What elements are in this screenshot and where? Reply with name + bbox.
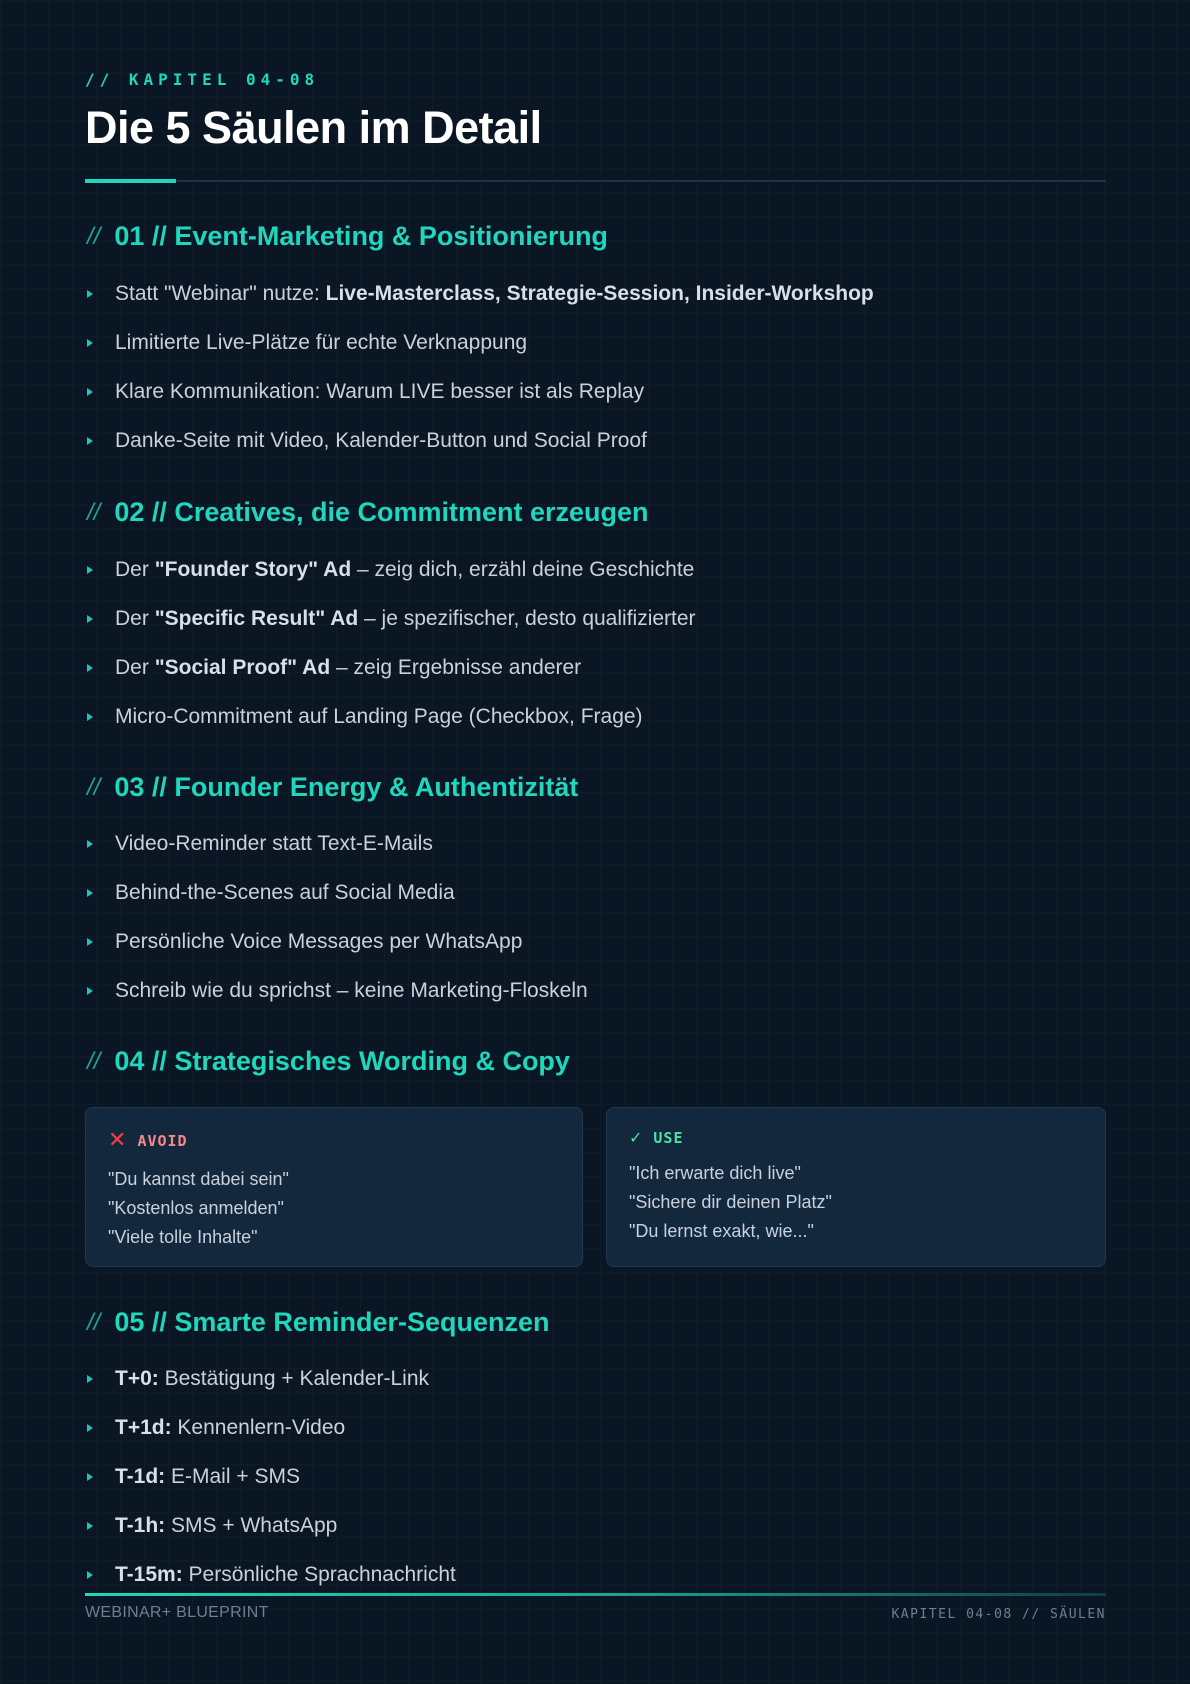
section-title: 05 // Smarte Reminder-Sequenzen	[114, 1307, 550, 1337]
section-prefix: //	[87, 498, 101, 526]
emphasis-text: "Specific Result" Ad	[154, 607, 359, 630]
bullet-list-03	[85, 832, 588, 1028]
bullet-triangle-icon	[87, 290, 93, 298]
emphasis-text: T-1d:	[115, 1465, 166, 1488]
bullet-triangle-icon	[87, 339, 93, 347]
bullet-triangle-icon	[87, 388, 93, 396]
list-item	[85, 705, 696, 754]
bullet-triangle-icon	[87, 1522, 93, 1530]
list-item-text: Der	[115, 656, 155, 679]
bullet-triangle-icon	[87, 840, 93, 848]
list-item-text: Bestätigung + Kalender-Link	[158, 1367, 430, 1390]
section-heading-05	[85, 1307, 549, 1338]
list-item	[85, 930, 588, 979]
list-item-text: Kennenlern-Video	[171, 1416, 346, 1439]
avoid-label: AVOID	[137, 1131, 188, 1150]
page-title: Die 5 Säulen im Detail	[85, 102, 542, 153]
section-prefix: //	[87, 222, 101, 250]
use-label: USE	[653, 1128, 684, 1147]
section-title: 03 // Founder Energy & Authentizität	[114, 772, 579, 802]
avoid-phrase: "Du kannst dabei sein"	[108, 1169, 289, 1189]
list-item-text: Statt "Webinar" nutze:	[115, 282, 326, 305]
list-item	[85, 656, 696, 705]
list-item	[85, 1514, 456, 1563]
emphasis-text: T+1d:	[115, 1416, 172, 1439]
list-item-text: Der	[115, 607, 155, 630]
list-item-text: Behind-the-Scenes auf Social Media	[115, 881, 455, 904]
chapter-kicker: // KAPITEL 04-08	[85, 70, 320, 89]
bullet-triangle-icon	[87, 889, 93, 897]
section-title: 01 // Event-Marketing & Positionierung	[114, 221, 608, 251]
section-prefix: //	[87, 1308, 101, 1336]
emphasis-text: "Founder Story" Ad	[154, 558, 352, 581]
title-divider-accent	[85, 179, 176, 183]
list-item-text: Klare Kommunikation: Warum LIVE besser ist als Replay	[115, 380, 645, 403]
section-heading-01	[85, 221, 608, 252]
emphasis-text: Live-Masterclass, Strategie-Session, Insider-Workshop	[325, 282, 874, 305]
footer-chapter: KAPITEL 04-08 // SÄULEN	[891, 1607, 1106, 1622]
list-item-text: Micro-Commitment auf Landing Page (Checkbox, Frage)	[115, 705, 643, 728]
list-item-text: – je spezifischer, desto qualifizierter	[358, 607, 696, 630]
avoid-phrase: "Kostenlos anmelden"	[108, 1198, 284, 1218]
section-heading-03	[85, 772, 578, 803]
section-heading-02	[85, 497, 649, 528]
bullet-triangle-icon	[87, 987, 93, 995]
cross-icon: ✕	[108, 1128, 128, 1153]
list-item-text: Danke-Seite mit Video, Kalender-Button und Social Proof	[115, 429, 647, 452]
use-phrase: "Sichere dir deinen Platz"	[629, 1192, 832, 1212]
list-item-text: Persönliche Voice Messages per WhatsApp	[115, 930, 523, 953]
emphasis-text: "Social Proof" Ad	[154, 656, 331, 679]
emphasis-text: T-1h:	[115, 1514, 166, 1537]
bullet-triangle-icon	[87, 1375, 93, 1383]
list-item	[85, 429, 874, 478]
list-item	[85, 380, 874, 429]
bullet-triangle-icon	[87, 664, 93, 672]
bullet-list-05	[85, 1367, 456, 1612]
list-item-text: – zeig dich, erzähl deine Geschichte	[351, 558, 695, 581]
bullet-triangle-icon	[87, 566, 93, 574]
list-item-text: Limitierte Live-Plätze für echte Verknappung	[115, 331, 528, 354]
list-item	[85, 1367, 456, 1416]
avoid-card	[85, 1107, 583, 1267]
use-card	[606, 1107, 1106, 1267]
footer-brand: WEBINAR+ BLUEPRINT	[85, 1604, 269, 1621]
list-item	[85, 558, 696, 607]
bullet-triangle-icon	[87, 1571, 93, 1579]
list-item	[85, 1416, 456, 1465]
list-item-text: E-Mail + SMS	[165, 1465, 300, 1488]
avoid-phrase: "Viele tolle Inhalte"	[108, 1227, 258, 1247]
bullet-triangle-icon	[87, 437, 93, 445]
use-card-header	[629, 1128, 1083, 1147]
bullet-list-02	[85, 558, 696, 754]
use-phrase: "Du lernst exakt, wie..."	[629, 1221, 814, 1241]
list-item-text: SMS + WhatsApp	[165, 1514, 338, 1537]
list-item-text: Der	[115, 558, 155, 581]
bullet-triangle-icon	[87, 938, 93, 946]
list-item	[85, 881, 588, 930]
bullet-triangle-icon	[87, 1424, 93, 1432]
list-item	[85, 1465, 456, 1514]
list-item	[85, 282, 874, 331]
section-heading-04	[85, 1046, 570, 1077]
bullet-triangle-icon	[87, 615, 93, 623]
list-item	[85, 331, 874, 380]
section-prefix: //	[87, 773, 101, 801]
bullet-list-01	[85, 282, 874, 478]
list-item-text: Video-Reminder statt Text-E-Mails	[115, 832, 433, 855]
list-item	[85, 832, 588, 881]
list-item	[85, 607, 696, 656]
footer-divider	[85, 1593, 1106, 1596]
list-item-text: Persönliche Sprachnachricht	[182, 1563, 456, 1586]
list-item	[85, 979, 588, 1028]
emphasis-text: T+0:	[115, 1367, 159, 1390]
emphasis-text: T-15m:	[115, 1563, 183, 1586]
section-prefix: //	[87, 1047, 101, 1075]
bullet-triangle-icon	[87, 1473, 93, 1481]
use-phrase: "Ich erwarte dich live"	[629, 1163, 801, 1183]
list-item-text: Schreib wie du sprichst – keine Marketing-Floskeln	[115, 979, 588, 1002]
bullet-triangle-icon	[87, 713, 93, 721]
list-item-text: – zeig Ergebnisse anderer	[330, 656, 582, 679]
title-divider	[85, 180, 1106, 182]
section-title: 04 // Strategisches Wording & Copy	[114, 1046, 570, 1076]
section-title: 02 // Creatives, die Commitment erzeugen	[114, 497, 649, 527]
avoid-card-header	[108, 1128, 560, 1153]
check-icon: ✓	[629, 1128, 644, 1147]
